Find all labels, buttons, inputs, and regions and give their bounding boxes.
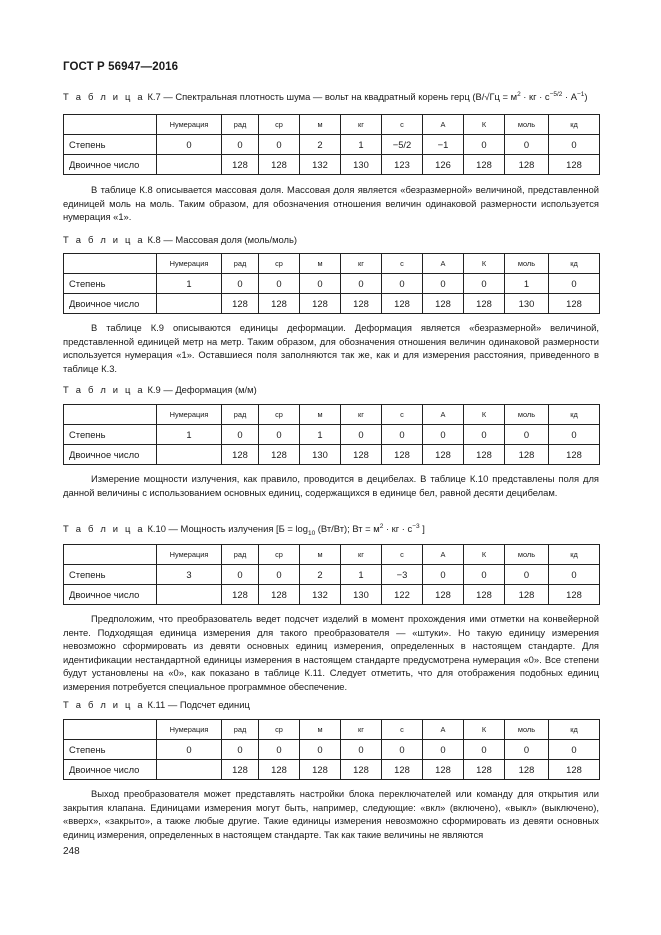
table-cell: 0 xyxy=(549,274,600,294)
table-cell: 0 xyxy=(259,565,300,585)
table-cell: 0 xyxy=(423,425,464,445)
column-header: кг xyxy=(341,254,382,274)
table-cell xyxy=(157,294,222,314)
table-header-row xyxy=(64,720,600,740)
table-cell: 128 xyxy=(300,760,341,780)
table-cell: 2 xyxy=(300,565,341,585)
table-cell: 122 xyxy=(382,585,423,605)
table-cell: 0 xyxy=(549,565,600,585)
column-header: рад xyxy=(222,254,259,274)
column-header: Нумерация xyxy=(157,115,222,135)
column-header: ср xyxy=(259,115,300,135)
page-number: 248 xyxy=(63,846,80,857)
table-cell: 0 xyxy=(382,425,423,445)
table-cell: 128 xyxy=(382,445,423,465)
table-cell: 132 xyxy=(300,155,341,175)
column-header: ср xyxy=(259,545,300,565)
column-header: кд xyxy=(549,720,600,740)
table-cell: 0 xyxy=(505,425,549,445)
table-cell: 2 xyxy=(300,135,341,155)
table-cell: 0 xyxy=(222,425,259,445)
paragraph-switch-output: Выход преобразователя может представлять настройки блока переключателей или команду для открытия или закрытия клапана. Единицами измерения могут быть, например, следующие: «вкл» (включено), «выкл» (выключено), «вверх», «закрыто», а также любые другие. Такие единицы измерения невозможно сформировать из девяти основных единиц измерения, определенных в настоящем стандарте. Так как такие величины не являются xyxy=(63,788,599,840)
table-cell: −5/2 xyxy=(382,135,423,155)
table-cell: 0 xyxy=(259,425,300,445)
table-cell: 128 xyxy=(222,760,259,780)
table-cell: 130 xyxy=(341,585,382,605)
table-row-power xyxy=(64,425,600,445)
table-row-binary xyxy=(64,445,600,465)
table-cell: 0 xyxy=(464,274,505,294)
table-cell: 0 xyxy=(222,565,259,585)
column-header: м xyxy=(300,720,341,740)
row-label: Двоичное число xyxy=(64,445,157,465)
table-k9 xyxy=(63,404,600,465)
table-cell xyxy=(157,155,222,175)
column-header xyxy=(64,254,157,274)
table-cell: 128 xyxy=(222,155,259,175)
table-cell: 0 xyxy=(341,425,382,445)
column-header: К xyxy=(464,545,505,565)
column-header: кд xyxy=(549,405,600,425)
table-header-row xyxy=(64,254,600,274)
table-cell: 128 xyxy=(222,585,259,605)
column-header: м xyxy=(300,254,341,274)
column-header: А xyxy=(423,545,464,565)
table-cell: 128 xyxy=(505,155,549,175)
table-cell: 1 xyxy=(505,274,549,294)
table-cell: 0 xyxy=(505,135,549,155)
table-cell xyxy=(157,760,222,780)
table-cell: 0 xyxy=(259,740,300,760)
row-label: Двоичное число xyxy=(64,760,157,780)
table-cell: 128 xyxy=(464,155,505,175)
table-k8 xyxy=(63,253,600,314)
table-cell: 0 xyxy=(157,740,222,760)
table-row-power xyxy=(64,740,600,760)
table-cell: 0 xyxy=(464,135,505,155)
column-header: с xyxy=(382,545,423,565)
table-k10 xyxy=(63,544,600,605)
table-cell: 0 xyxy=(423,274,464,294)
table-cell: 128 xyxy=(341,294,382,314)
column-header: А xyxy=(423,254,464,274)
table-cell: 1 xyxy=(157,425,222,445)
table-cell: −3 xyxy=(382,565,423,585)
table-cell: −1 xyxy=(423,135,464,155)
paragraph-k8-intro: В таблице К.8 описывается массовая доля. Массовая доля является «безразмерной» величиной, представленной единицей моль на моль. Таким образом, для обозначения отношения величин одинаковой размерности используется нумерация «1». xyxy=(63,184,599,223)
table-cell: 128 xyxy=(423,294,464,314)
column-header: К xyxy=(464,115,505,135)
table-cell: 0 xyxy=(382,274,423,294)
table-cell: 0 xyxy=(157,135,222,155)
table-cell: 0 xyxy=(464,740,505,760)
table-cell: 0 xyxy=(300,274,341,294)
table-cell: 128 xyxy=(549,760,600,780)
row-label: Степень xyxy=(64,135,157,155)
table-cell: 128 xyxy=(341,760,382,780)
table-cell: 3 xyxy=(157,565,222,585)
column-header: моль xyxy=(505,545,549,565)
column-header: Нумерация xyxy=(157,254,222,274)
column-header: с xyxy=(382,720,423,740)
column-header: моль xyxy=(505,405,549,425)
table-cell: 128 xyxy=(549,294,600,314)
table-cell: 0 xyxy=(464,565,505,585)
table-cell: 128 xyxy=(549,585,600,605)
table-header-row xyxy=(64,115,600,135)
table-cell: 128 xyxy=(423,445,464,465)
table-cell: 128 xyxy=(505,760,549,780)
row-label: Степень xyxy=(64,425,157,445)
table-cell: 128 xyxy=(259,585,300,605)
table-cell: 1 xyxy=(157,274,222,294)
table-row-power xyxy=(64,135,600,155)
table-cell: 0 xyxy=(259,135,300,155)
column-header: кг xyxy=(341,115,382,135)
table-cell: 0 xyxy=(549,425,600,445)
table-cell: 0 xyxy=(549,135,600,155)
table-cell: 128 xyxy=(549,155,600,175)
column-header: кг xyxy=(341,405,382,425)
table-cell: 0 xyxy=(341,740,382,760)
column-header xyxy=(64,545,157,565)
table-row-binary xyxy=(64,760,600,780)
table-cell: 1 xyxy=(341,135,382,155)
column-header: кд xyxy=(549,254,600,274)
column-header: ср xyxy=(259,720,300,740)
table-row-binary xyxy=(64,585,600,605)
column-header: рад xyxy=(222,545,259,565)
table-cell: 128 xyxy=(464,585,505,605)
table-cell: 0 xyxy=(423,740,464,760)
column-header: кг xyxy=(341,720,382,740)
paragraph-k10-intro: Измерение мощности излучения, как правило, проводится в децибелах. В таблице К.10 представлены поля для данной величины с использованием основных единиц, содержащихся в единице бел, равной десяти децибелам. xyxy=(63,473,599,498)
row-label: Степень xyxy=(64,740,157,760)
table-word: Т а б л и ц а xyxy=(63,91,145,102)
column-header xyxy=(64,405,157,425)
table-caption-k10: Т а б л и ц а К.10 — Мощность излучения [$Б = \log_{10} (Вт/Вт)$; Вт = $м^2$ · кг · $с^{-3}$ ] xyxy=(63,522,425,537)
table-row-binary xyxy=(64,294,600,314)
table-cell: 130 xyxy=(300,445,341,465)
table-row-binary xyxy=(64,155,600,175)
table-cell: 128 xyxy=(464,445,505,465)
table-k7 xyxy=(63,114,600,175)
column-header: кг xyxy=(341,545,382,565)
table-cell: 123 xyxy=(382,155,423,175)
column-header: м xyxy=(300,115,341,135)
table-cell: 128 xyxy=(341,445,382,465)
table-cell xyxy=(157,445,222,465)
column-header: кд xyxy=(549,115,600,135)
table-cell: 0 xyxy=(341,274,382,294)
column-header: кд xyxy=(549,545,600,565)
column-header: К xyxy=(464,720,505,740)
column-header: Нумерация xyxy=(157,405,222,425)
table-cell: 0 xyxy=(423,565,464,585)
column-header: Нумерация xyxy=(157,720,222,740)
column-header: с xyxy=(382,254,423,274)
table-cell: 126 xyxy=(423,155,464,175)
table-cell: 0 xyxy=(505,565,549,585)
table-cell: 128 xyxy=(382,294,423,314)
table-caption-k11: Т а б л и ц а К.11 — Подсчет единиц xyxy=(63,699,250,710)
table-cell: 0 xyxy=(259,274,300,294)
table-cell: 1 xyxy=(300,425,341,445)
table-cell: 0 xyxy=(549,740,600,760)
column-header: моль xyxy=(505,254,549,274)
table-caption-k9: Т а б л и ц а К.9 — Деформация (м/м) xyxy=(63,384,257,395)
table-cell: 128 xyxy=(464,294,505,314)
table-cell: 128 xyxy=(259,445,300,465)
paragraph-k9-intro: В таблице К.9 описываются единицы деформации. Деформация является «безразмерной» величиной, представленной единицей метр на метр. Таким образом, для обозначения отношения величин одинаковой размерности используется нумерация «1». Оставшиеся поля заполняются так же, как и для измерения расстояния, приведенного в таблице К.3. xyxy=(63,322,599,374)
table-cell: 128 xyxy=(259,155,300,175)
table-cell: 128 xyxy=(549,445,600,465)
table-cell: 0 xyxy=(222,740,259,760)
table-cell: 128 xyxy=(505,445,549,465)
table-header-row xyxy=(64,545,600,565)
table-cell: 1 xyxy=(341,565,382,585)
table-header-row xyxy=(64,405,600,425)
table-cell: 128 xyxy=(464,760,505,780)
column-header: моль xyxy=(505,115,549,135)
row-label: Степень xyxy=(64,565,157,585)
table-cell: 0 xyxy=(505,740,549,760)
column-header: А xyxy=(423,115,464,135)
paragraph-k11-intro: Предположим, что преобразователь ведет подсчет изделий в момент прохождения ими отметки на конвейерной ленте. Подходящая единица измерения для такого преобразователя — «штуки». Но такую единицу измерения невозможно сформировать из девяти основных единиц измерения, определенных в настоящем стандарте. Для идентификации нестандартной единицы измерения в настоящем стандарте предусмотрена нумерация «0». Все степени будут установлены на «0», как показано в таблице К.11. Следует отметить, что для отображения подобных единиц измерения потребуется специальное программное обеспечение. xyxy=(63,613,599,692)
column-header: рад xyxy=(222,720,259,740)
table-cell: 128 xyxy=(423,585,464,605)
column-header xyxy=(64,115,157,135)
column-header: ср xyxy=(259,254,300,274)
column-header: с xyxy=(382,115,423,135)
column-header: моль xyxy=(505,720,549,740)
column-header: м xyxy=(300,545,341,565)
column-header: А xyxy=(423,720,464,740)
column-header: рад xyxy=(222,115,259,135)
column-header: К xyxy=(464,254,505,274)
table-cell: 128 xyxy=(259,294,300,314)
column-header: с xyxy=(382,405,423,425)
table-row-power xyxy=(64,274,600,294)
table-cell: 132 xyxy=(300,585,341,605)
table-cell: 0 xyxy=(300,740,341,760)
column-header: Нумерация xyxy=(157,545,222,565)
row-label: Двоичное число xyxy=(64,155,157,175)
table-caption-k7: Т а б л и ц а К.7 — Спектральная плотность шума — вольт на квадратный корень герц ($В/√Гц = м^2$ · кг · $с^{-5/2} \cdot А^{-1}$) xyxy=(63,90,588,102)
column-header: м xyxy=(300,405,341,425)
table-cell: 128 xyxy=(222,445,259,465)
table-caption-k8: Т а б л и ц а К.8 — Массовая доля (моль/моль) xyxy=(63,234,298,245)
table-cell: 0 xyxy=(222,274,259,294)
table-cell: 128 xyxy=(423,760,464,780)
column-header: ср xyxy=(259,405,300,425)
table-cell xyxy=(157,585,222,605)
document-header: ГОСТ Р 56947—2016 xyxy=(63,61,179,73)
table-cell: 128 xyxy=(222,294,259,314)
table-cell: 128 xyxy=(259,760,300,780)
table-cell: 128 xyxy=(300,294,341,314)
table-cell: 0 xyxy=(464,425,505,445)
table-row-power xyxy=(64,565,600,585)
column-header: А xyxy=(423,405,464,425)
table-cell: 128 xyxy=(505,585,549,605)
table-cell: 130 xyxy=(341,155,382,175)
table-cell: 0 xyxy=(382,740,423,760)
column-header xyxy=(64,720,157,740)
table-cell: 130 xyxy=(505,294,549,314)
column-header: рад xyxy=(222,405,259,425)
table-k11 xyxy=(63,719,600,780)
table-cell: 128 xyxy=(382,760,423,780)
row-label: Двоичное число xyxy=(64,294,157,314)
row-label: Степень xyxy=(64,274,157,294)
column-header: К xyxy=(464,405,505,425)
table-cell: 0 xyxy=(222,135,259,155)
row-label: Двоичное число xyxy=(64,585,157,605)
